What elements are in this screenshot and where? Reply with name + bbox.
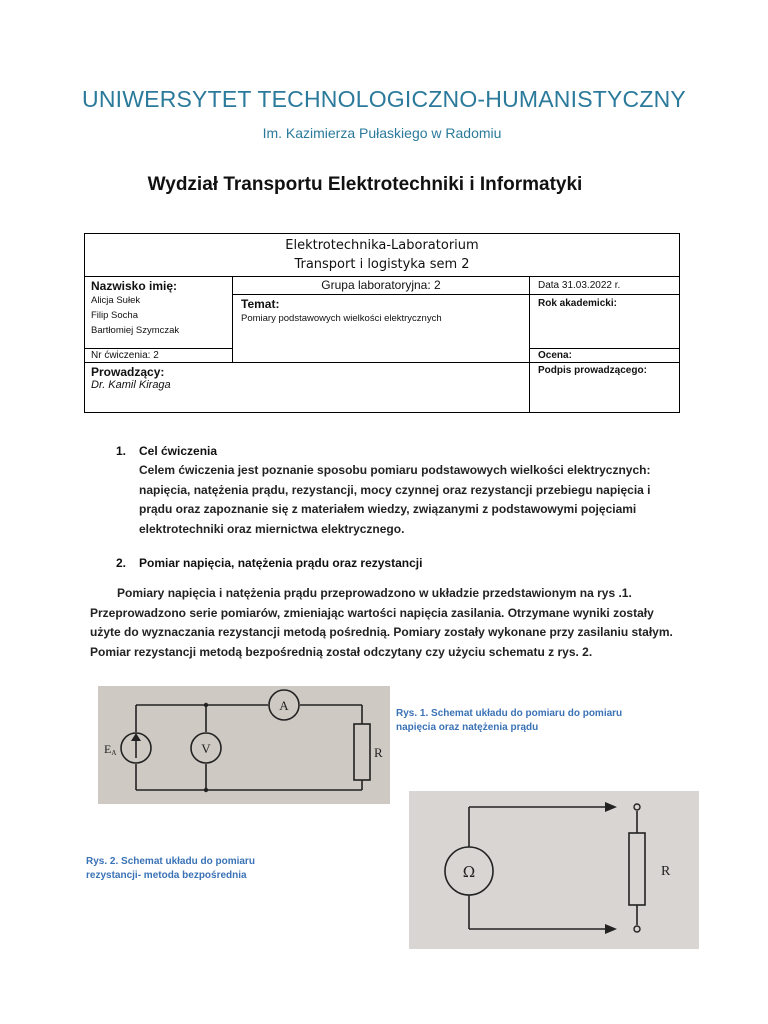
cell-grade [529,348,679,362]
info-table [84,233,680,413]
resistor-label: R [374,745,383,760]
section-2-body [90,584,690,662]
student-3: Bartłomiej Szymczak [91,325,180,336]
student-2: Filip Socha [91,310,138,321]
university-name: UNIWERSYTET TECHNOLOGICZNO-HUMANISTYCZNY [82,86,686,112]
cell-middle-blank [232,348,529,362]
figure-1-caption-line: napięcia oraz natężenia prądu [396,722,539,733]
resistor-2-label: R [661,864,671,879]
program-title: Transport i logistyka sem 2 [294,257,470,272]
academic-year-label: Rok akademicki: [538,298,617,309]
figure-2-schematic [409,791,699,949]
ammeter-label: A [279,698,289,713]
section-2-line: użyte do wyznaczania rezystancji metodą pośrednią. Pomiary zostały wykonane przy zasilaniu stałym. [90,625,673,639]
course-title: Elektrotechnika-Laboratorium [285,238,479,253]
resistor-symbol [354,724,370,780]
figure-2-caption [86,855,306,883]
cell-topic [232,294,529,348]
cell-names [85,276,232,348]
faculty-name: Wydział Transportu Elektrotechniki i Informatyki [147,174,583,195]
figure-1-schematic [98,686,390,804]
section-1-line: prądu oraz zapoznanie się z materiałem wiedzy, związanymi z podstawowymi pojęciami [139,502,637,516]
section-1-body [139,461,679,539]
topic-text: Pomiary podstawowych wielkości elektrycznych [241,313,442,324]
topic-label: Temat: [241,297,280,311]
table-header [85,234,679,276]
figure-1-circuit [98,686,390,804]
exercise-number: Nr ćwiczenia: 2 [91,350,159,361]
voltmeter-label: V [201,741,211,756]
university-subtitle: Im. Kazimierza Pułaskiego w Radomiu [262,125,502,141]
ohmmeter-label: Ω [462,863,476,881]
section-2-title: Pomiar napięcia, natężenia prądu oraz rezystancji [139,556,423,570]
section-1-line: elektrotechniki oraz miernictwa elektrycznego. [139,521,405,536]
cell-exercise-no [85,348,232,362]
section-1-number: 1. [116,444,127,458]
section-2-line: Pomiar rezystancji metodą bezpośrednią został odczytany czy użyciu schematu z rys. 2. [90,644,593,659]
cell-date [529,276,679,294]
student-1: Alicja Sułek [91,295,141,306]
section-2-line: Pomiary napięcia i natężenia prądu przeprowadzono w układzie przedstawionym na rys .1. [117,586,632,600]
signature-label: Podpis prowadzącego: [538,365,647,376]
figure-2-caption-line: rezystancji- metoda bezpośrednia [86,870,247,881]
section-1-line: napięcia, natężenia prądu, rezystancji, mocy czynnej oraz rezystancji przebiegu napięcia i [139,482,651,497]
grade-label: Ocena: [538,350,572,361]
section-2-number: 2. [116,556,127,570]
section-2-line: Przeprowadzono serie pomiarów, zmieniając wartości napięcia zasilania. Otrzymane wyniki zostały [90,605,654,620]
cell-group [232,276,529,294]
section-1-title: Cel ćwiczenia [139,444,218,458]
supervisor-name: Dr. Kamil Kiraga [91,379,171,391]
figure-1-caption [396,707,656,735]
section-1-line: Celem ćwiczenia jest poznanie sposobu pomiaru podstawowych wielkości elektrycznych: [139,463,651,477]
date-text: Data 31.03.2022 r. [538,280,621,291]
figure-2-caption-line: Rys. 2. Schemat układu do pomiaru [86,856,255,867]
resistor-2-symbol [629,833,645,905]
cell-academic-year [529,294,679,348]
supervisor-label: Prowadzący: [91,365,165,379]
figure-1-caption-line: Rys. 1. Schemat układu do pomiaru do pomiaru [396,708,623,719]
name-label: Nazwisko imię: [91,279,178,293]
source-label: EA [104,742,117,757]
cell-signature [529,362,679,412]
cell-supervisor [85,362,529,412]
group-label: Grupa laboratoryjna: 2 [321,278,441,292]
figure-2-circuit [409,791,699,949]
